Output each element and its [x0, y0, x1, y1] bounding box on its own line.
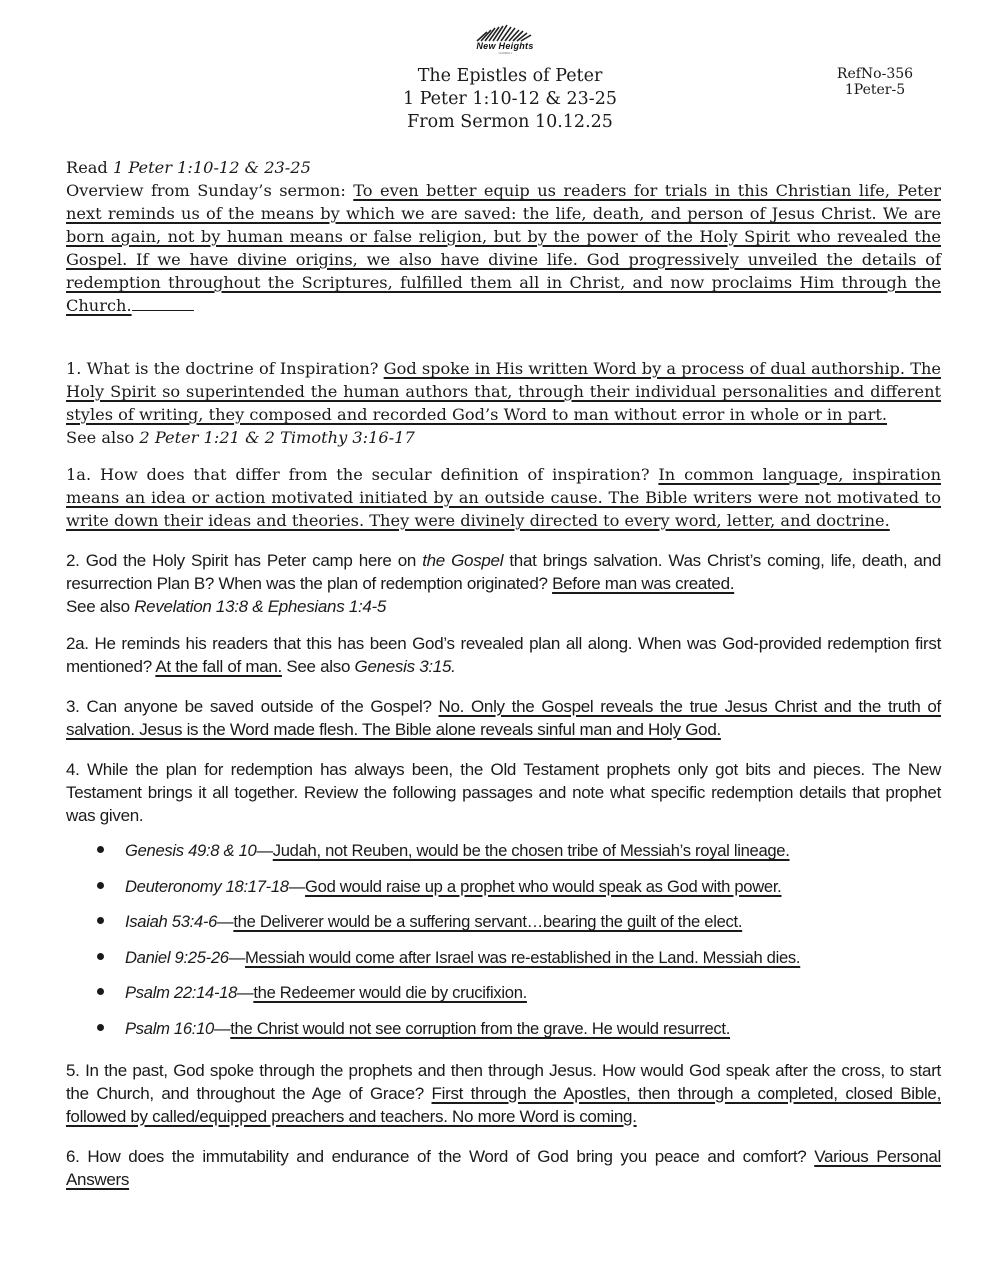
logo-name: New Heights — [476, 41, 534, 51]
passage-reference: Psalm 16:10 — [125, 1018, 214, 1038]
answer-text: the Redeemer would die by crucifixion. — [253, 983, 527, 1003]
answer-text: At the fall of man. — [155, 657, 282, 676]
question-5 — [66, 1059, 941, 1128]
church-logo — [465, 24, 545, 64]
bullet-icon — [97, 1024, 104, 1031]
question-text: 1. What is the doctrine of Inspiration? — [66, 359, 384, 378]
answer-text: First through the Apostles, then through a completed, closed Bible, followed by called/equipped preachers and teachers. No more Word is coming. — [66, 1083, 941, 1126]
passage-item: Daniel 9:25-26—Messiah would come after Israel was re-established in the Land. Messiah dies. — [66, 946, 941, 982]
question-text: 2a. He reminds his readers that this has been God’s revealed plan all along. When was God-provided redemption first mentioned? — [66, 634, 941, 676]
answer-blank-line — [132, 296, 194, 311]
see-also-reference: Revelation 13:8 & Ephesians 1:4-5 — [134, 597, 387, 616]
answer-text: No. Only the Gospel reveals the true Jesus Christ and the truth of salvation. Jesus is the Word made flesh. The Bible alone reveals sinful man and Holy God. — [66, 697, 941, 739]
passage-item: Deuteronomy 18:17-18—God would raise up a prophet who would speak as God with power. — [66, 875, 941, 911]
passage-reference: Daniel 9:25-26 — [125, 947, 229, 967]
question-text: 6. How does the immutability and endurance of the Word of God bring you peace and comfort? — [66, 1146, 815, 1166]
title-line: From Sermon 10.12.25 — [407, 112, 613, 132]
read-instruction: Read 1 Peter 1:10-12 & 23-25 — [66, 158, 311, 177]
reference-number — [820, 66, 930, 98]
bullet-icon — [97, 917, 104, 924]
question-4 — [66, 758, 941, 827]
question-text: 5. In the past, God spoke through the prophets and then through Jesus. How would God speak after the cross, to start the Church, and throughout the Age of Grace? — [66, 1060, 941, 1103]
answer-text: the Deliverer would be a suffering servant…bearing the guilt of the elect. — [233, 912, 743, 932]
bullet-icon — [97, 882, 104, 889]
sermon-overview — [66, 179, 941, 317]
passage-item: Isaiah 53:4-6—the Deliverer would be a suffering servant…bearing the guilt of the elect. — [66, 910, 941, 946]
passage-reference: Isaiah 53:4-6 — [125, 912, 218, 932]
overview-label: Overview from Sunday’s sermon: — [66, 181, 354, 200]
passage-reference: Psalm 22:14-18 — [125, 983, 238, 1003]
answer-text: In common language, inspiration means an idea or action motivated initiated by an outside cause. The Bible writers were not motivated to write down their ideas and theories. They were divinely directed to every word, letter, and doctrine. — [66, 465, 941, 530]
passage-reference: Genesis 49:8 & 10 — [125, 841, 257, 860]
answer-text: Various Personal Answers — [66, 1146, 942, 1189]
question-text: 2. God the Holy Spirit has Peter camp here on — [66, 551, 423, 570]
logo-subtext: CHURCH — [498, 51, 512, 55]
document-title — [300, 65, 720, 134]
passage-reference: Deuteronomy 18:17-18 — [125, 876, 289, 896]
question-2a: 2a. He reminds his readers that this has been God’s revealed plan all along. When was God-provided redemption first mentioned? At the fall of man. See also Genesis 3:15. — [66, 634, 941, 676]
question-2: 2. God the Holy Spirit has Peter camp here on the Gospel that brings salvation. Was Christ’s coming, life, death, and resurrection Plan B? When was the plan of redemption originated? Before man was created. See also Revelation 13:8 & Ephesians 1:4-5 — [66, 551, 941, 616]
answer-text: Judah, not Reuben, would be the chosen tribe of Messiah’s royal lineage. — [272, 841, 790, 860]
title-line: The Epistles of Peter — [417, 66, 603, 86]
scripture-reference: 1 Peter 1:10-12 & 23-25 — [112, 158, 311, 177]
see-also-reference: Genesis 3:15. — [354, 657, 456, 676]
ref-line: RefNo-356 — [836, 66, 914, 82]
worksheet-content — [66, 156, 941, 1191]
question-6 — [66, 1145, 941, 1191]
passage-list — [66, 839, 941, 1053]
question-3 — [66, 695, 941, 741]
passage-item: Psalm 22:14-18—the Redeemer would die by crucifixion. — [66, 981, 941, 1017]
answer-text: the Christ would not see corruption from the grave. He would resurrect. — [230, 1018, 731, 1038]
mountain-icon — [473, 24, 537, 42]
passage-item: Psalm 16:10—the Christ would not see corruption from the grave. He would resurrect. — [66, 1017, 941, 1053]
bullet-icon — [97, 988, 104, 995]
answer-text: Before man was created. — [552, 574, 735, 593]
answer-text: Messiah would come after Israel was re-established in the Land. Messiah dies. — [245, 947, 801, 967]
question-1a — [66, 463, 941, 532]
answer-text: God would raise up a prophet who would speak as God with power. — [305, 876, 782, 896]
question-1: 1. What is the doctrine of Inspiration? God spoke in His written Word by a process of dual authorship. The Holy Spirit so superintended the human authors that, through their individual personalities and different styles of writing, they composed and recorded God’s Word to man without error in whole or in part. See also 2 Peter 1:21 & 2 Timothy 3:16-17 — [66, 359, 941, 447]
question-text: 3. Can anyone be saved outside of the Gospel? — [66, 697, 439, 716]
bullet-icon — [97, 953, 104, 960]
see-also-reference: 2 Peter 1:21 & 2 Timothy 3:16-17 — [139, 428, 415, 447]
question-text: 4. While the plan for redemption has always been, the Old Testament prophets only got bits and pieces. The New Testament brings it all together. Review the following passages and note what specific redemption details that prophet was given. — [66, 760, 941, 825]
overview-answer: To even better equip us readers for trials in this Christian life, Peter next reminds us of the means by which we are saved: the life, death, and person of Jesus Christ. We are born again, not by human means or false religion, but by the power of the Holy Spirit who revealed the Gospel. If we have divine origins, we also have divine life. God progressively unveiled the details of redemption throughout the Scriptures, fulfilled them all in Christ, and now proclaims Him through the Church. — [66, 181, 941, 315]
bullet-icon — [97, 846, 104, 853]
passage-item: Genesis 49:8 & 10—Judah, not Reuben, would be the chosen tribe of Messiah’s royal lineage. — [66, 839, 941, 875]
ref-line: 1Peter-5 — [844, 82, 906, 98]
answer-text: God spoke in His written Word by a process of dual authorship. The Holy Spirit so superintended the human authors that, through their individual personalities and different styles of writing, they composed and recorded God’s Word to man without error in whole or in part. — [66, 359, 941, 424]
question-text: 1a. How does that differ from the secular definition of inspiration? — [66, 465, 659, 484]
title-line: 1 Peter 1:10-12 & 23-25 — [403, 89, 617, 109]
